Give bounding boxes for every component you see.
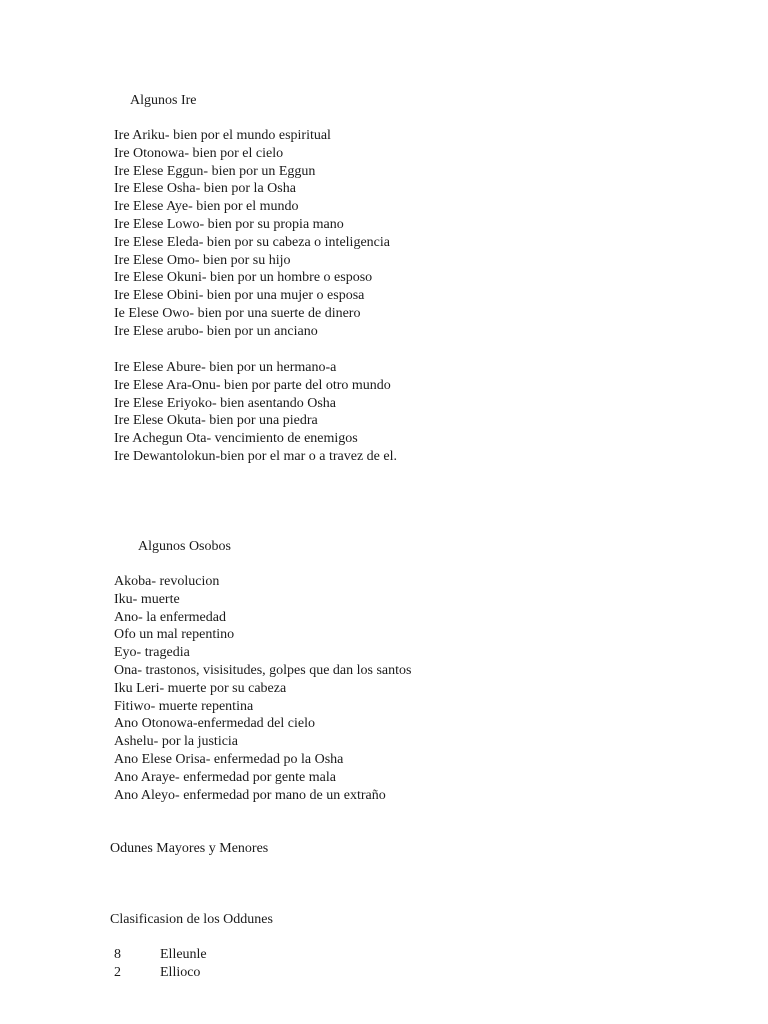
list-item: Ire Elese Okuni- bien por un hombre o esposo <box>114 270 373 286</box>
row-name: Elleunle <box>160 947 207 962</box>
odunes-heading: Odunes Mayores y Menores <box>110 841 269 856</box>
list-item: Ire Elese arubo- bien por un anciano <box>114 323 318 339</box>
list-item: Ona- trastonos, visisitudes, golpes que dan los santos <box>114 662 412 678</box>
row-number: 2 <box>114 965 121 980</box>
list-item: Ire Elese Lowo- bien por su propia mano <box>114 216 344 232</box>
list-item: Ano- la enfermedad <box>114 609 226 625</box>
list-item: Eyo- tragedia <box>114 645 190 661</box>
clasificacion-heading: Clasificasion de los Oddunes <box>110 912 273 927</box>
list-item: Ire Elese Osha- bien por la Osha <box>114 181 296 197</box>
row-name: Ellioco <box>160 965 201 980</box>
table-row <box>114 946 207 964</box>
list-item: Ire Ariku- bien por el mundo espiritual <box>114 128 331 143</box>
list-item: Ano Otonowa-enfermedad del cielo <box>114 716 315 732</box>
list-item: Ire Elese Omo- bien por su hijo <box>114 252 291 268</box>
list-item: Ire Elese Abure- bien por un hermano-a <box>114 360 337 375</box>
list-item: Ano Araye- enfermedad por gente mala <box>114 769 336 785</box>
ire-heading: Algunos Ire <box>130 93 197 108</box>
row-number: 8 <box>114 947 121 962</box>
list-item: Ire Elese Aye- bien por el mundo <box>114 199 299 215</box>
list-item: Ire Dewantolokun-bien por el mar o a travez de el. <box>114 448 397 464</box>
list-item: Ofo un mal repentino <box>114 627 235 643</box>
list-item: Ano Aleyo- enfermedad por mano de un extraño <box>114 787 386 803</box>
osobos-heading: Algunos Osobos <box>138 539 231 554</box>
list-item: Ire Elese Ara-Onu- bien por parte del otro mundo <box>114 377 391 393</box>
list-item: Ire Achegun Ota- vencimiento de enemigos <box>114 431 358 447</box>
list-item: Ie Elese Owo- bien por una suerte de dinero <box>114 305 361 321</box>
list-item: Ire Elese Okuta- bien por una piedra <box>114 413 318 429</box>
list-item: Ire Elese Eggun- bien por un Eggun <box>114 163 316 179</box>
list-item: Iku- muerte <box>114 591 180 607</box>
list-item: Iku Leri- muerte por su cabeza <box>114 680 287 696</box>
list-item: Ire Otonowa- bien por el cielo <box>114 145 284 161</box>
table-row <box>114 964 200 982</box>
ire-list-1 <box>114 127 390 341</box>
list-item: Ire Elese Eriyoko- bien asentando Osha <box>114 395 336 411</box>
list-item: Ire Elese Eleda- bien por su cabeza o inteligencia <box>114 234 390 250</box>
ire-list-2 <box>114 359 397 466</box>
list-item: Akoba- revolucion <box>114 574 220 589</box>
list-item: Ire Elese Obini- bien por una mujer o esposa <box>114 288 365 304</box>
list-item: Ashelu- por la justicia <box>114 734 239 750</box>
list-item: Ano Elese Orisa- enfermedad po la Osha <box>114 751 344 767</box>
osobos-list <box>114 573 411 804</box>
list-item: Fitiwo- muerte repentina <box>114 698 254 714</box>
